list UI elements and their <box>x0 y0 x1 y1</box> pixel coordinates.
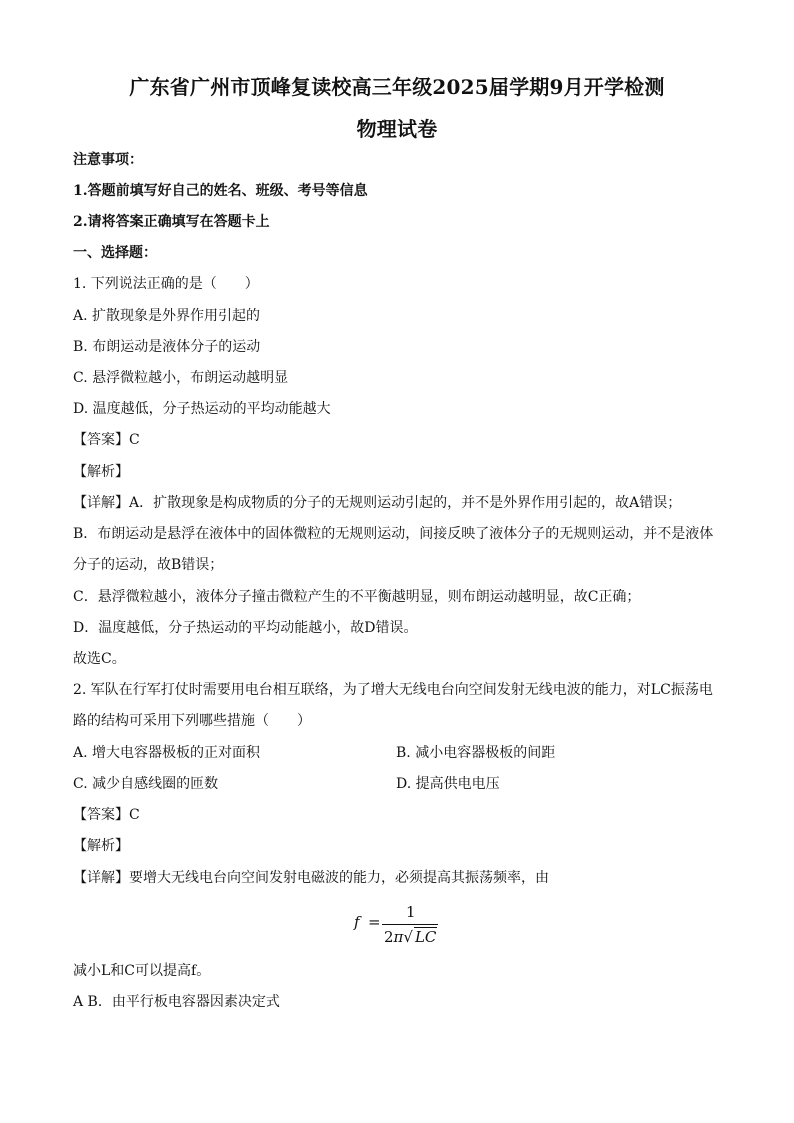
q2-answer: 【答案】C <box>73 807 140 823</box>
sqrt-icon: √ <box>403 928 413 946</box>
q1-answer: 【答案】C <box>73 432 140 448</box>
fraction-bar <box>382 924 438 925</box>
q1-conclusion: 故选C。 <box>73 651 126 667</box>
document-subtitle: 物理试卷 <box>356 117 438 141</box>
q2-option-c: C. 减少自感线圈的匝数 <box>73 776 219 792</box>
document-title: 广东省广州市顶峰复读校高三年级2025届学期9月开学检测 <box>129 75 665 99</box>
q1-analysis-label: 【解析】 <box>73 464 129 480</box>
q1-option-b: B. 布朗运动是液体分子的运动 <box>73 339 261 355</box>
notes-item-2: 2.请将答案正确填写在答题卡上 <box>73 214 270 230</box>
q1-option-a: A. 扩散现象是外界作用引起的 <box>73 308 261 324</box>
q1-detail-2: B．布朗运动是悬浮在液体中的固体微粒的无规则运动，间接反映了液体分子的无规则运动，并不是液体 <box>73 526 714 542</box>
notes-item-1: 1.答题前填写好自己的姓名、班级、考号等信息 <box>73 183 368 199</box>
q1-stem: 1. 下列说法正确的是（ ） <box>73 276 259 292</box>
q2-option-b: B. 减小电容器极板的间距 <box>396 745 556 761</box>
q2-detail-3: A B．由平行板电容器因素决定式 <box>73 994 280 1010</box>
q2-option-a: A. 增大电容器极板的正对面积 <box>73 745 261 761</box>
q2-stem-line-1: 2. 军队在行军打仗时需要用电台相互联络，为了增大无线电台向空间发射无线电波的能力，对LC振荡电 <box>73 682 713 698</box>
q2-option-d: D. 提高供电电压 <box>396 776 500 792</box>
q1-option-c: C. 悬浮微粒越小，布朗运动越明显 <box>73 370 289 386</box>
q2-stem-line-2: 路的结构可采用下列哪些措施（ ） <box>73 713 311 729</box>
formula-den-coeff: 2 <box>384 928 394 946</box>
notes-heading: 注意事项： <box>73 152 143 168</box>
q1-detail-1: 【详解】A．扩散现象是构成物质的分子的无规则运动引起的，并不是外界作用引起的，故A错误； <box>73 495 682 511</box>
q2-analysis-label: 【解析】 <box>73 838 129 854</box>
formula-den-radicand: LC <box>414 928 437 946</box>
q2-detail-2: 减小L和C可以提高f。 <box>73 963 211 979</box>
q1-detail-3: 分子的运动，故B错误； <box>73 557 224 573</box>
q2-detail-1: 【详解】要增大无线电台向空间发射电磁波的能力，必须提高其振荡频率，由 <box>73 870 549 886</box>
q1-detail-4: C．悬浮微粒越小，液体分子撞击微粒产生的不平衡越明显，则布朗运动越明显，故C正确； <box>73 589 641 605</box>
section-heading: 一、选择题： <box>73 245 157 261</box>
q1-option-d: D. 温度越低，分子热运动的平均动能越大 <box>73 401 331 417</box>
formula-lhs: f <box>354 913 360 931</box>
q1-detail-5: D．温度越低，分子热运动的平均动能越小，故D错误。 <box>73 620 418 636</box>
formula-denominator <box>384 927 437 946</box>
formula-equals: = <box>368 913 381 931</box>
formula-numerator: 1 <box>406 903 416 921</box>
formula-den-pi: π <box>393 928 404 946</box>
